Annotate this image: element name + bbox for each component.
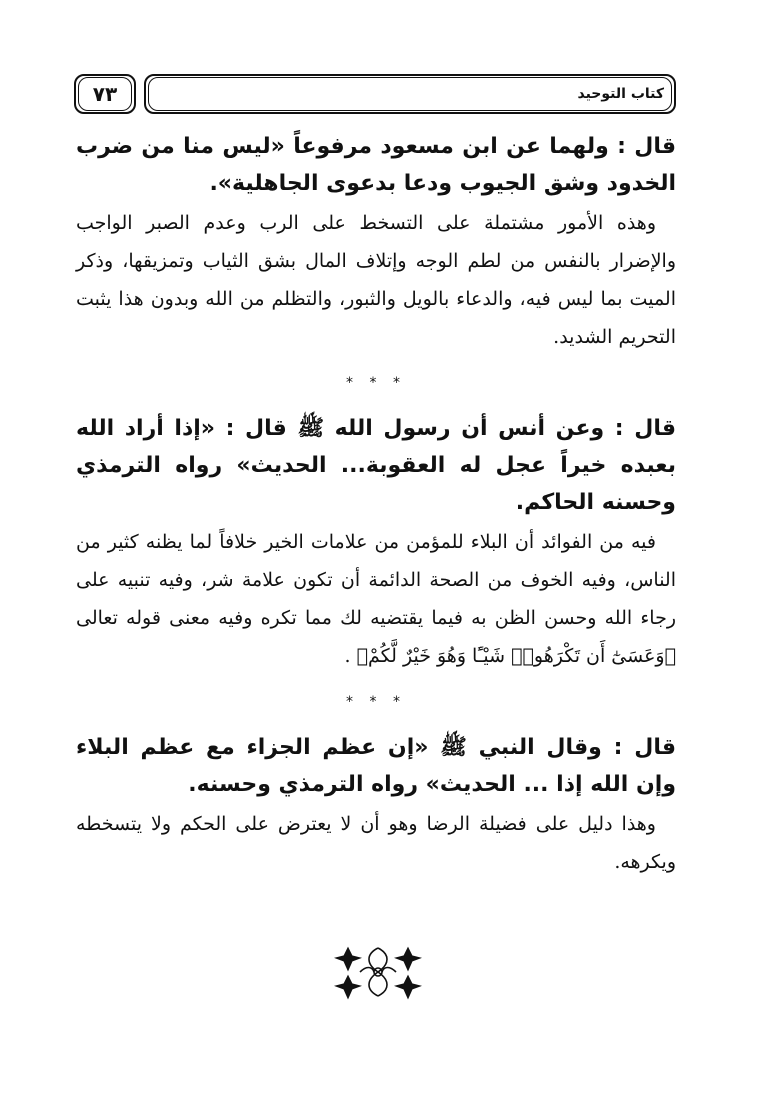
section-separator: * * *: [346, 375, 406, 391]
section-1-body: وهذه الأمور مشتملة على التسخط على الرب وعدم الصبر الواجب والإضرار بالنفس من لطم الوجه وإتلاف المال بشق الثياب وتمزيقها، وذكر الميت بما ليس فيه، والدعاء بالويل والثبور، والتظلم من الله وبدون هذا يثبت التحريم الشديد.: [76, 212, 676, 348]
page-number: ٧٣: [92, 82, 118, 106]
section-2-heading: قال : وعن أنس أن رسول الله ﷺ قال : «إذا أراد الله بعبده خيراً عجل له العقوبة... الحديث» رواه الترمذي وحسنه الحاكم.: [76, 416, 676, 515]
section-2-body: فيه من الفوائد أن البلاء للمؤمن من علامات الخير خلافاً لما يظنه كثير من الناس، وفيه الخوف من الصحة الدائمة أن تكون علامة شر، وفيه تنبيه على رجاء الله وحسن الظن به فيما يقتضيه لك مما تكره وفيه معنى قوله تعالى ﴿وَعَسَىٰٓ أَن تَكْرَهُوا۟ شَيْـًٔا وَهُوَ خَيْرٌ لَّكُمْ﴾ .: [76, 531, 676, 667]
end-ornament-icon: [330, 944, 426, 1000]
section-3-body: وهذا دليل على فضيلة الرضا وهو أن لا يعترض على الحكم ولا يتسخطه ويكرهه.: [76, 813, 676, 873]
section-3-heading: قال : وقال النبي ﷺ «إن عظم الجزاء مع عظم البلاء وإن الله إذا ... الحديث» رواه الترمذي وحسنه.: [76, 735, 676, 797]
book-title: كتاب التوحيد: [577, 86, 664, 102]
page-content: [76, 128, 676, 881]
section-1-heading: قال : ولهما عن ابن مسعود مرفوعاً «ليس منا من ضرب الخدود وشق الجيوب ودعا بدعوى الجاهلية».: [76, 134, 676, 196]
page-header: [74, 74, 676, 116]
section-separator: * * *: [346, 694, 406, 710]
